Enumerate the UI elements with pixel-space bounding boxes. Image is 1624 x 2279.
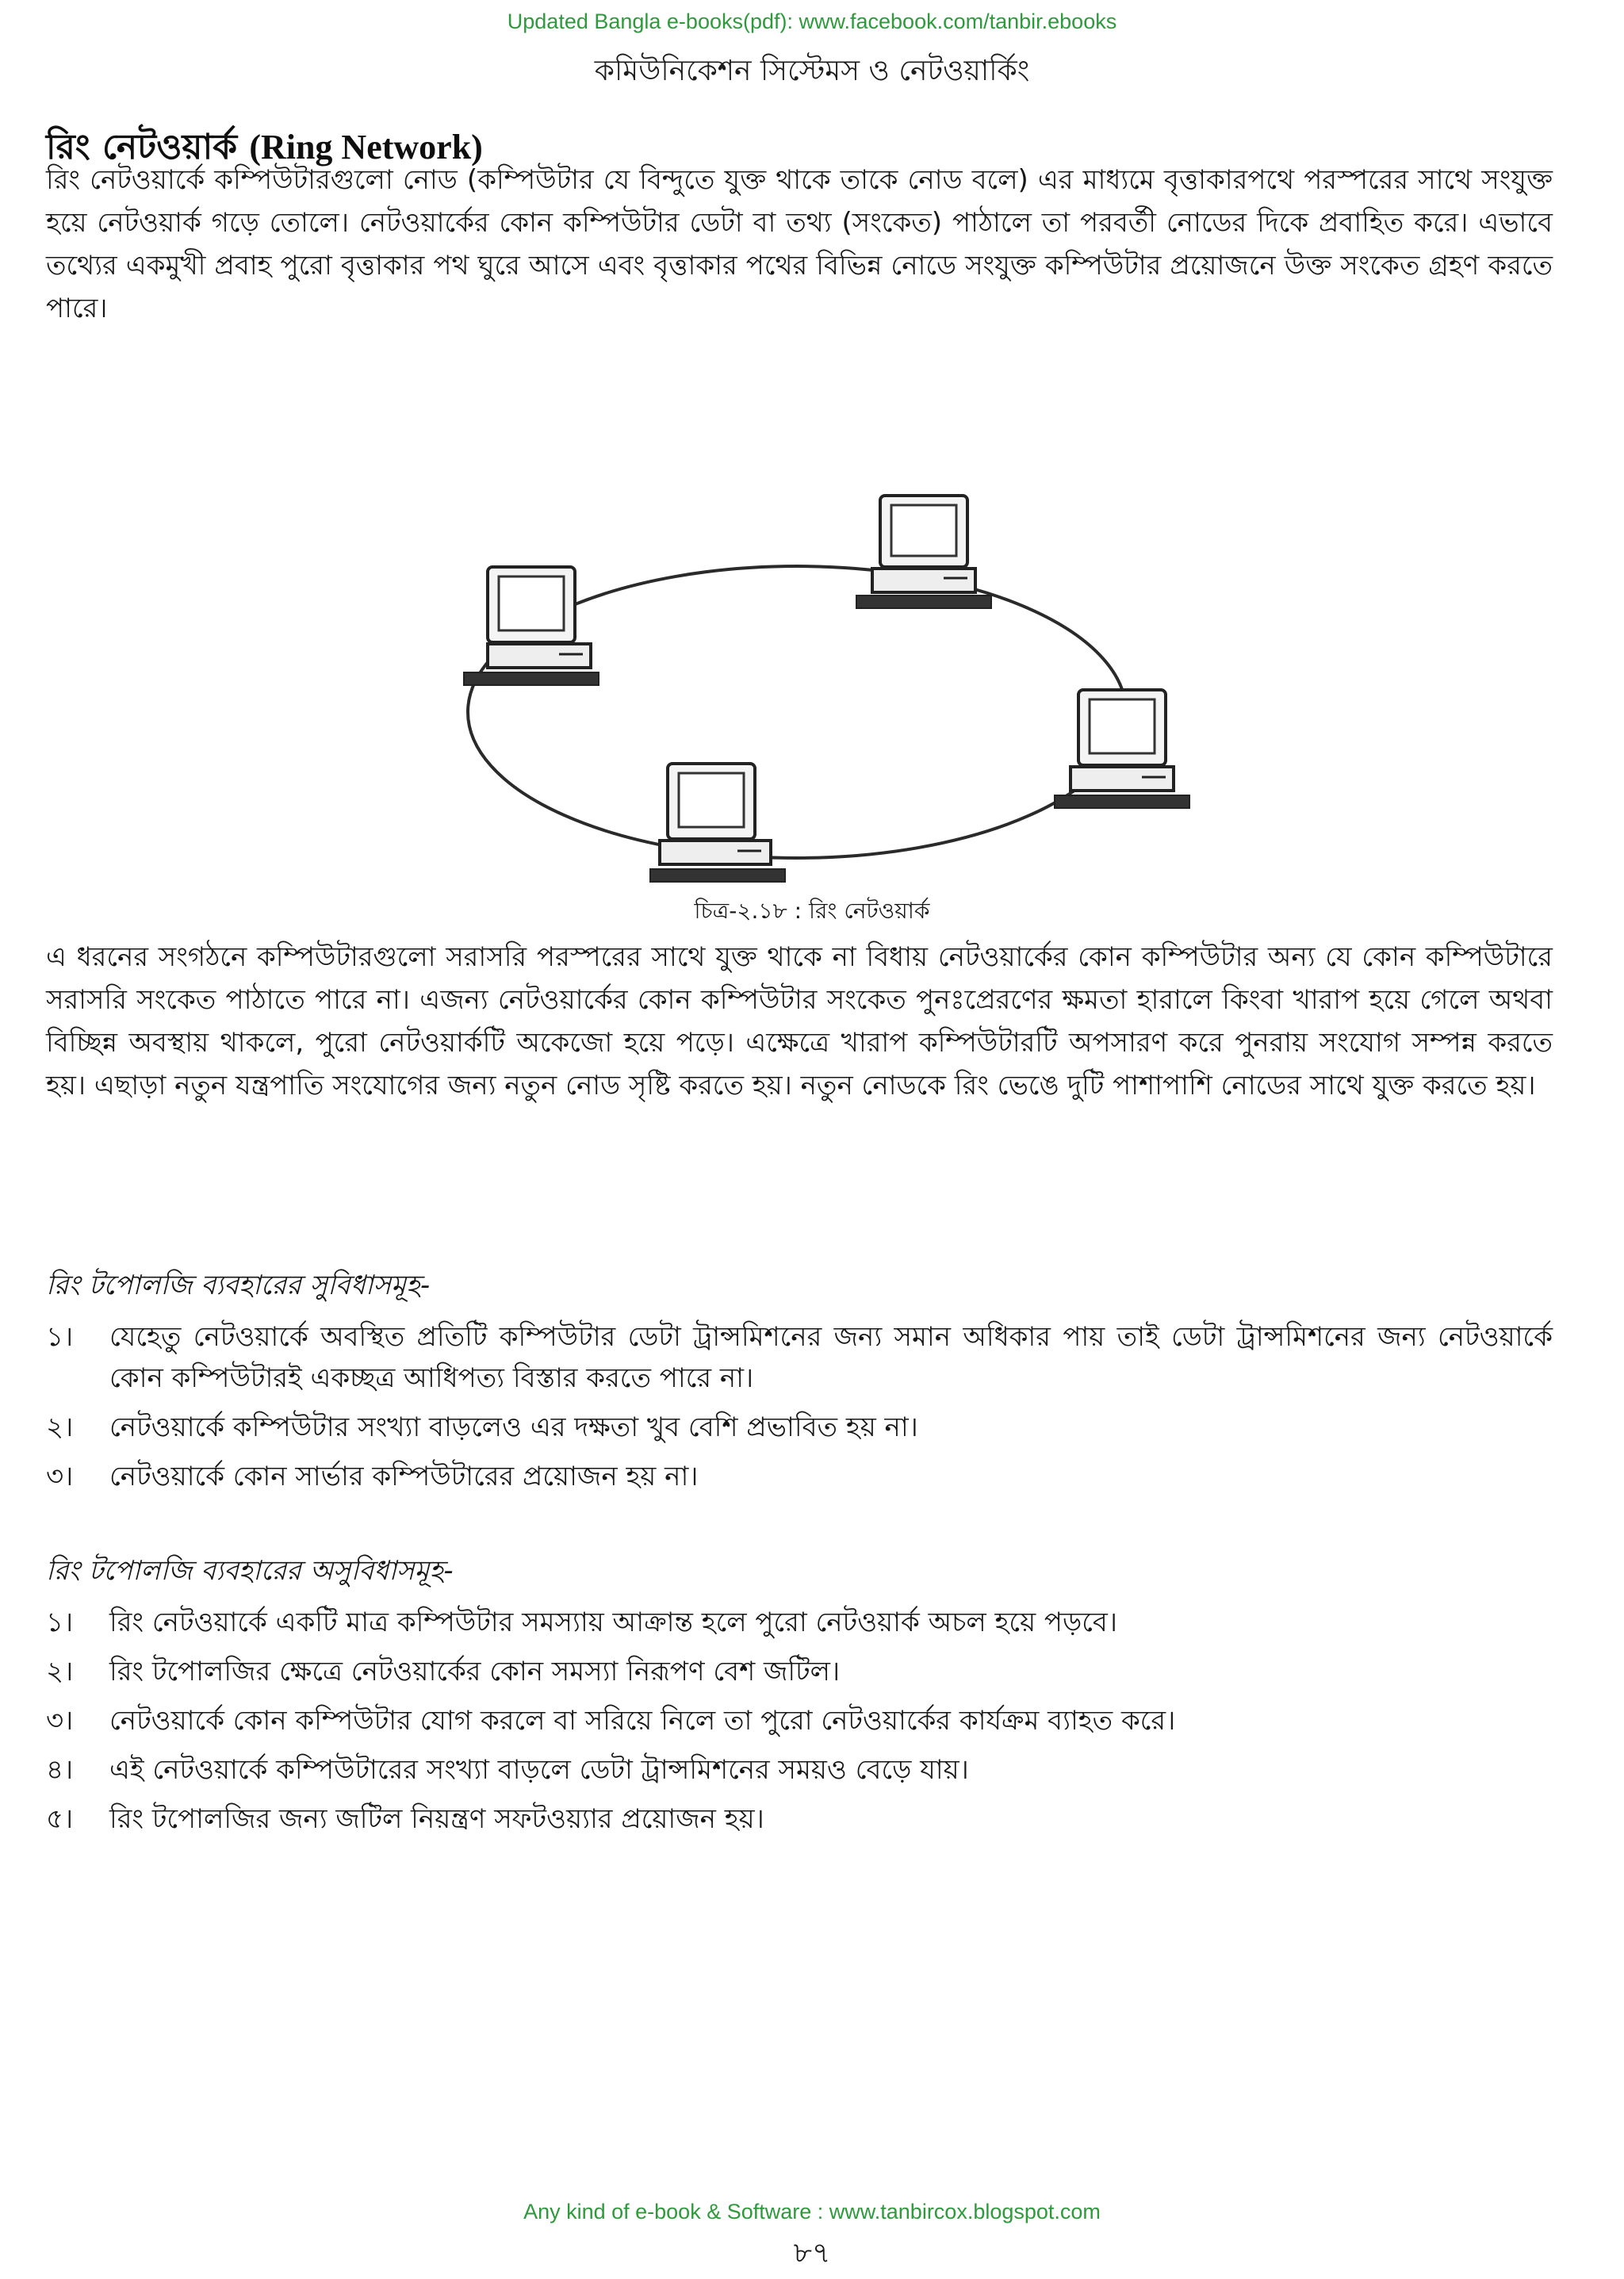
intro-paragraph: রিং নেটওয়ার্কে কম্পিউটারগুলো নোড (কম্পিউটার যে বিন্দুতে যুক্ত থাকে তাকে নোড বলে) এর মাধ্যমে বৃত্তাকারপথে পরস্পরের সাথে সংযুক্ত হয়ে নেটওয়ার্ক গড়ে তোলে। নেটওয়ার্কের কোন কম্পিউটার ডেটা বা তথ্য (সংকেত) পাঠালে তা পরবর্তী নোডের দিকে প্রবাহিত করে। এভাবে তথ্যের একমুখী প্রবাহ পুরো বৃত্তাকার পথ ঘুরে আসে এবং বৃত্তাকার পথের বিভিন্ন নোডে সংযুক্ত কম্পিউটার প্রয়োজনে উক্ত সংকেত গ্রহণ করতে পারে। — [46, 164, 1553, 324]
running-head: কমিউনিকেশন সিস্টেমস ও নেটওয়ার্কিং — [594, 55, 1030, 87]
disadvantages-heading: রিং টপোলজি ব্যবহারের অসুবিধাসমূহ- — [46, 1555, 454, 1587]
figure-caption: চিত্র-২.১৮ : রিং নেটওয়ার্ক — [694, 898, 930, 924]
watermark-bottom: Any kind of e-book & Software : www.tanbircox.blogspot.com — [523, 2200, 1101, 2223]
list-item: ৫। রিং টপোলজির জন্য জটিল নিয়ন্ত্রণ সফটওয়্যার প্রয়োজন হয়। — [46, 1803, 764, 1835]
page-number: ৮৭ — [793, 2237, 831, 2269]
computer-icon-bottom — [650, 764, 785, 882]
body-paragraph: এ ধরনের সংগঠনে কম্পিউটারগুলো সরাসরি পরস্পরের সাথে যুক্ত থাকে না বিধায় নেটওয়ার্কের কোন কম্পিউটার অন্য যে কোন কম্পিউটারে সরাসরি সংকেত পাঠাতে পারে না। এজন্য নেটওয়ার্কের কোন কম্পিউটার সংকেত পুনঃপ্রেরণের ক্ষমতা হারালে কিংবা খারাপ হয়ে গেলে অথবা বিচ্ছিন্ন অবস্থায় থাকলে, পুরো নেটওয়ার্কটি অকেজো হয়ে পড়ে। এক্ষেত্রে খারাপ কম্পিউটারটি অপসারণ করে পুনরায় সংযোগ সম্পন্ন করতে হয়। এছাড়া নতুন যন্ত্রপাতি সংযোগের জন্য নতুন নোড সৃষ্টি করতে হয়। নতুন নোডকে রিং ভেঙে দুটি পাশাপাশি নোডের সাথে যুক্ত করতে হয়। — [46, 941, 1553, 1101]
watermark-top: Updated Bangla e-books(pdf): www.facebook.com/tanbir.ebooks — [507, 10, 1117, 33]
list-item: ২। নেটওয়ার্কে কম্পিউটার সংখ্যা বাড়লেও এর দক্ষতা খুব বেশি প্রভাবিত হয় না। — [46, 1411, 918, 1443]
list-item: ৩। নেটওয়ার্কে কোন কম্পিউটার যোগ করলে বা সরিয়ে নিলে তা পুরো নেটওয়ার্কের কার্যক্রম ব্যাহত করে। — [46, 1705, 1176, 1737]
list-item: ১। যেহেতু নেটওয়ার্কে অবস্থিত প্রতিটি কম্পিউটার ডেটা ট্রান্সমিশনের জন্য সমান অধিকার পায় তাই ডেটা ট্রান্সমিশনের জন্য নেটওয়ার্কে কোন কম্পিউটারই একচ্ছত্র আধিপত্য বিস্তার করতে পারে না। — [46, 1321, 1553, 1394]
list-item: ৩। নেটওয়ার্কে কোন সার্ভার কম্পিউটারের প্রয়োজন হয় না। — [46, 1461, 699, 1492]
computer-icon-top-right — [856, 496, 991, 608]
section-title-bangla: রিং নেটওয়ার্ক — [46, 127, 237, 167]
advantages-list — [46, 1316, 1553, 1505]
list-item: ২। রিং টপোলজির ক্ষেত্রে নেটওয়ার্কের কোন সমস্যা নিরূপণ বেশ জটিল। — [46, 1656, 841, 1687]
list-item: ৪। এই নেটওয়ার্কে কম্পিউটারের সংখ্যা বাড়লে ডেটা ট্রান্সমিশনের সময়ও বেড়ে যায়। — [46, 1754, 969, 1786]
computer-icon-right — [1055, 690, 1189, 808]
disadvantages-list — [46, 1602, 1553, 1848]
list-item: ১। রিং নেটওয়ার্কে একটি মাত্র কম্পিউটার সমস্যায় আক্রান্ত হলে পুরো নেটওয়ার্ক অচল হয়ে পড়বে। — [46, 1607, 1118, 1638]
advantages-heading: রিং টপোলজি ব্যবহারের সুবিধাসমূহ- — [46, 1270, 431, 1301]
section-title-english: (Ring Network) — [249, 128, 483, 167]
